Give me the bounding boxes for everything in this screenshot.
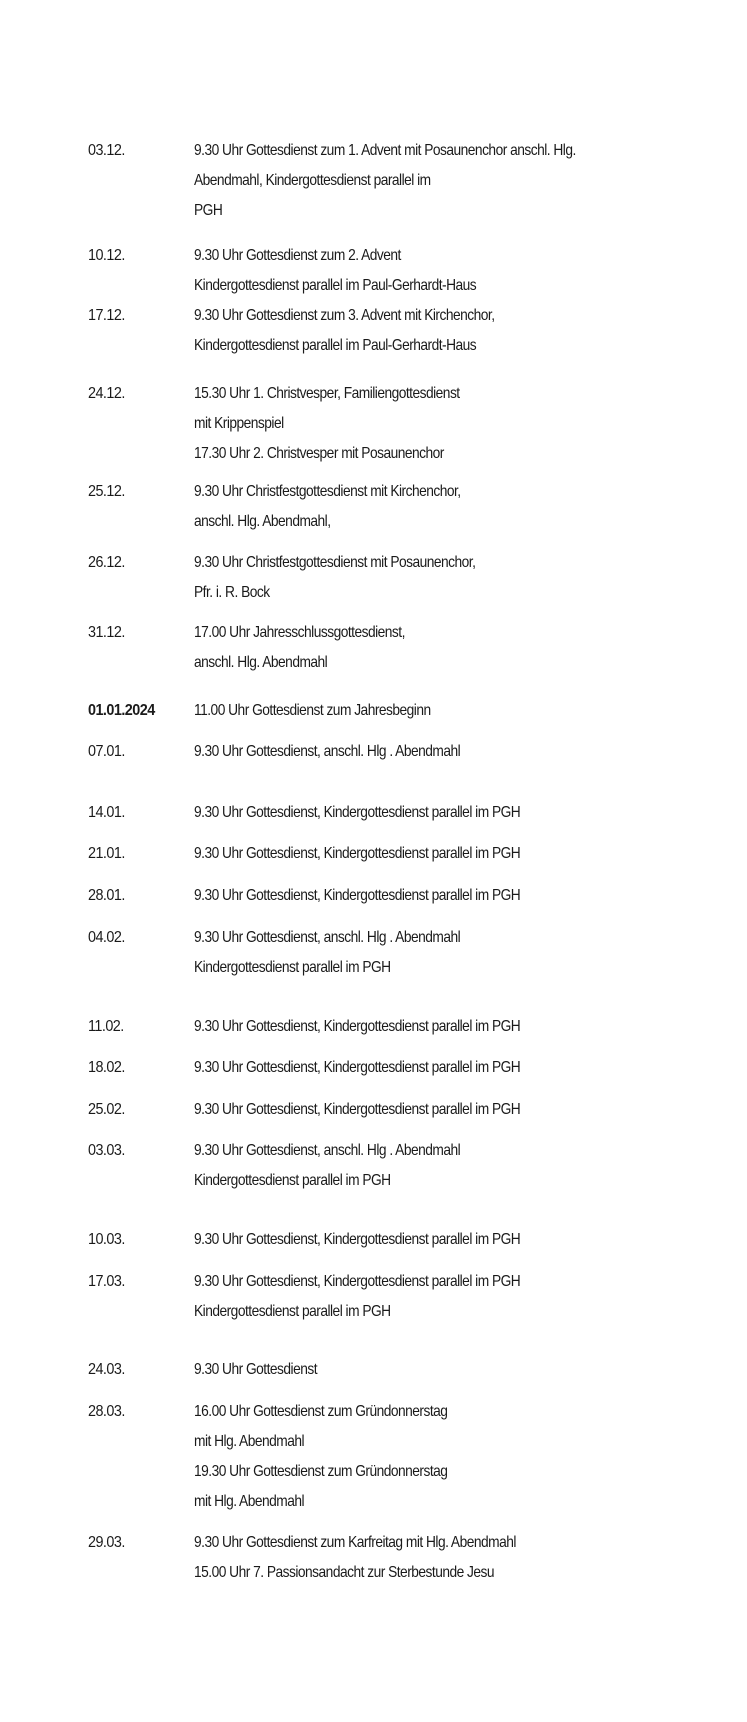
entry-date: 01.01.2024: [88, 702, 155, 719]
entry-description: [194, 1136, 734, 1196]
entry-date: 03.03.: [88, 1142, 125, 1159]
entry-description-line: 9.30 Uhr Gottesdienst, anschl. Hlg . Abendmahl: [194, 1142, 461, 1159]
entry-description-line: Kindergottesdienst parallel im PGH: [194, 1303, 391, 1320]
entry-description-line: 19.30 Uhr Gottesdienst zum Gründonnerstag: [194, 1463, 448, 1480]
entry-description-line: 9.30 Uhr Gottesdienst, Kindergottesdienst parallel im PGH: [194, 804, 521, 821]
entry-description: [194, 737, 734, 767]
entry-date: 10.12.: [88, 247, 125, 264]
entry-description-line: 9.30 Uhr Gottesdienst, Kindergottesdienst parallel im PGH: [194, 1059, 521, 1076]
entry-description: [194, 241, 734, 301]
entry-description: [194, 798, 734, 828]
entry-description-line: anschl. Hlg. Abendmahl,: [194, 513, 331, 530]
entry-date: 11.02.: [88, 1018, 124, 1035]
entry-date: 28.01.: [88, 887, 125, 904]
entry-date: 29.03.: [88, 1534, 125, 1551]
entry-date: 28.03.: [88, 1403, 125, 1420]
entry-description: [194, 548, 734, 608]
entry-description-line: Kindergottesdienst parallel im Paul-Gerhardt-Haus: [194, 337, 477, 354]
entry-description-line: 9.30 Uhr Gottesdienst, Kindergottesdienst parallel im PGH: [194, 1018, 521, 1035]
entry-description: [194, 1528, 734, 1588]
entry-date: 18.02.: [88, 1059, 125, 1076]
entry-description-line: 9.30 Uhr Gottesdienst, Kindergottesdienst parallel im PGH: [194, 887, 521, 904]
entry-description-line: Kindergottesdienst parallel im Paul-Gerhardt-Haus: [194, 277, 477, 294]
entry-description-line: 15.00 Uhr 7. Passionsandacht zur Sterbestunde Jesu: [194, 1564, 495, 1581]
entry-description-line: PGH: [194, 202, 223, 219]
entry-description-line: 9.30 Uhr Gottesdienst, Kindergottesdienst parallel im PGH: [194, 1231, 521, 1248]
entry-description-line: Kindergottesdienst parallel im PGH: [194, 959, 391, 976]
entry-description-line: 9.30 Uhr Gottesdienst, anschl. Hlg . Abendmahl: [194, 929, 461, 946]
entry-description-line: 9.30 Uhr Gottesdienst, Kindergottesdienst parallel im PGH: [194, 1101, 521, 1118]
entry-description-line: 9.30 Uhr Christfestgottesdienst mit Kirchenchor,: [194, 483, 461, 500]
entry-description: [194, 136, 734, 226]
entry-date: 26.12.: [88, 554, 125, 571]
entry-description-line: 9.30 Uhr Gottesdienst, Kindergottesdienst parallel im PGH: [194, 1273, 521, 1290]
entry-description: [194, 379, 734, 469]
entry-description-line: 9.30 Uhr Gottesdienst zum Karfreitag mit Hlg. Abendmahl: [194, 1534, 516, 1551]
entry-date: 25.12.: [88, 483, 125, 500]
entry-description: [194, 839, 734, 869]
entry-description-line: mit Hlg. Abendmahl: [194, 1433, 305, 1450]
entry-description-line: mit Krippenspiel: [194, 415, 284, 432]
entry-date: 17.12.: [88, 307, 125, 324]
entry-description: [194, 1267, 734, 1327]
entry-description-line: 15.30 Uhr 1. Christvesper, Familiengottesdienst: [194, 385, 460, 402]
entry-description: [194, 618, 734, 678]
entry-description: [194, 1053, 734, 1083]
entry-date: 03.12.: [88, 142, 125, 159]
entry-description-line: 9.30 Uhr Gottesdienst, anschl. Hlg . Abendmahl: [194, 743, 461, 760]
entry-description-line: 17.30 Uhr 2. Christvesper mit Posaunenchor: [194, 445, 444, 462]
entry-description: [194, 881, 734, 911]
entry-description-line: Kindergottesdienst parallel im PGH: [194, 1172, 391, 1189]
entry-description-line: 16.00 Uhr Gottesdienst zum Gründonnerstag: [194, 1403, 448, 1420]
entry-description-line: 17.00 Uhr Jahresschlussgottesdienst,: [194, 624, 405, 641]
entry-date: 31.12.: [88, 624, 125, 641]
entry-date: 14.01.: [88, 804, 125, 821]
entry-date: 17.03.: [88, 1273, 125, 1290]
entry-description-line: anschl. Hlg. Abendmahl: [194, 654, 328, 671]
entry-date: 10.03.: [88, 1231, 125, 1248]
entry-description-line: 9.30 Uhr Gottesdienst zum 3. Advent mit Kirchenchor,: [194, 307, 495, 324]
entry-description-line: Abendmahl, Kindergottesdienst parallel im: [194, 172, 431, 189]
entry-description-line: mit Hlg. Abendmahl: [194, 1493, 305, 1510]
entry-description-line: 9.30 Uhr Gottesdienst: [194, 1361, 318, 1378]
entry-date: 07.01.: [88, 743, 125, 760]
entry-description-line: 11.00 Uhr Gottesdienst zum Jahresbeginn: [194, 702, 431, 719]
entry-description-line: 9.30 Uhr Gottesdienst zum 2. Advent: [194, 247, 401, 264]
entry-description-line: 9.30 Uhr Gottesdienst zum 1. Advent mit Posaunenchor anschl. Hlg.: [194, 142, 576, 159]
entry-description-line: Pfr. i. R. Bock: [194, 584, 270, 601]
entry-description-line: 9.30 Uhr Christfestgottesdienst mit Posaunenchor,: [194, 554, 476, 571]
entry-description: [194, 1355, 734, 1385]
entry-date: 24.12.: [88, 385, 125, 402]
entry-description-line: 9.30 Uhr Gottesdienst, Kindergottesdienst parallel im PGH: [194, 845, 521, 862]
entry-description: [194, 1095, 734, 1125]
entry-date: 21.01.: [88, 845, 125, 862]
entry-description: [194, 477, 734, 537]
entry-description: [194, 696, 734, 726]
entry-description: [194, 1225, 734, 1255]
entry-date: 04.02.: [88, 929, 125, 946]
entry-description: [194, 923, 734, 983]
entry-description: [194, 1012, 734, 1042]
entry-date: 24.03.: [88, 1361, 125, 1378]
entry-description: [194, 1397, 734, 1517]
entry-date: 25.02.: [88, 1101, 125, 1118]
entry-description: [194, 301, 734, 361]
